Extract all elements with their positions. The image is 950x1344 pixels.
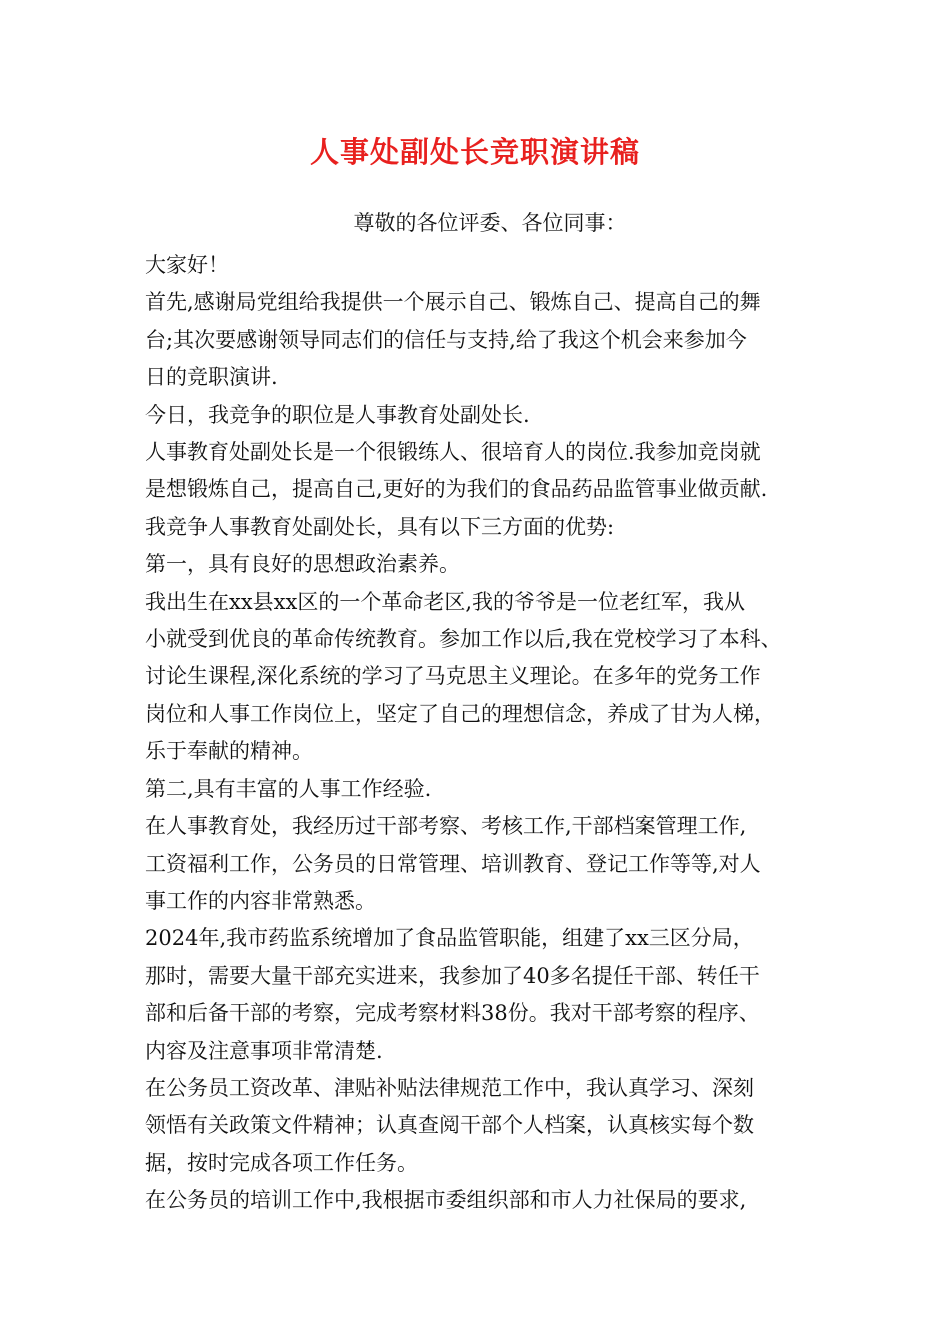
paragraph — [145, 247, 805, 284]
paragraph — [145, 584, 805, 771]
text-line: 台;其次要感谢领导同志们的信任与支持,给了我这个机会来参加今 — [145, 327, 747, 352]
salutation: 尊敬的各位评委、各位同事： — [353, 211, 627, 235]
document-body — [145, 200, 805, 1220]
paragraph — [145, 1070, 805, 1182]
text-line: 在公务员的培训工作中,我根据市委组织部和市人力社保局的要求, — [145, 1188, 747, 1213]
text-line: 事工作的内容非常熟悉。 — [145, 888, 376, 913]
text-line: 领悟有关政策文件精神；认真查阅干部个人档案，认真核实每个数 — [145, 1113, 754, 1138]
paragraph — [145, 434, 805, 509]
paragraph — [145, 771, 805, 808]
paragraph — [145, 397, 805, 434]
paragraph — [145, 284, 805, 396]
text-line: 据，按时完成各项工作任务。 — [145, 1150, 418, 1175]
text-line: 在人事教育处，我经历过干部考察、考核工作,干部档案管理工作, — [145, 814, 747, 839]
paragraph — [145, 920, 805, 1070]
document-title: 人事处副处长竞职演讲稿 — [309, 135, 640, 169]
text-line: 乐于奉献的精神。 — [145, 739, 313, 764]
text-line: 在公务员工资改革、津贴补贴法律规范工作中，我认真学习、深刻 — [145, 1075, 754, 1100]
text-line: 今日，我竞争的职位是人事教育处副处长. — [145, 402, 530, 427]
paragraph — [145, 1182, 805, 1219]
text-line: 工资福利工作，公务员的日常管理、培训教育、登记工作等等,对人 — [145, 851, 761, 876]
paragraph — [145, 808, 805, 920]
text-line: 部和后备干部的考察，完成考察材料38份。我对干部考察的程序、 — [145, 1001, 760, 1026]
text-line: 第二,具有丰富的人事工作经验. — [145, 776, 432, 801]
text-line: 日的竞职演讲. — [145, 365, 278, 390]
paragraph-list — [145, 247, 805, 1220]
text-line: 岗位和人事工作岗位上，坚定了自己的理想信念，养成了甘为人梯， — [145, 701, 775, 726]
text-line: 那时，需要大量干部充实进来，我参加了40多名提任干部、转任干 — [145, 963, 760, 988]
text-line: 讨论生课程,深化系统的学习了马克思主义理论。在多年的党务工作 — [145, 664, 761, 689]
text-line: 大家好！ — [145, 253, 229, 277]
text-line: 第一，具有良好的思想政治素养。 — [145, 552, 460, 577]
text-line: 首先,感谢局党组给我提供一个展示自己、锻炼自己、提高自己的舞 — [145, 290, 761, 315]
text-line: 内容及注意事项非常清楚. — [145, 1038, 383, 1063]
text-line: 我竞争人事教育处副处长，具有以下三方面的优势: — [145, 514, 615, 539]
text-line: 我出生在xx县xx区的一个革命老区,我的爷爷是一位老红军，我从 — [145, 589, 746, 614]
text-line: 小就受到优良的革命传统教育。参加工作以后,我在党校学习了本科、 — [145, 627, 782, 652]
paragraph — [145, 546, 805, 583]
text-line: 2024年,我市药监系统增加了食品监管职能，组建了xx三区分局， — [145, 926, 754, 951]
text-line: 是想锻炼自己，提高自己,更好的为我们的食品药品监管事业做贡献. — [145, 477, 768, 502]
paragraph — [145, 509, 805, 546]
text-line: 人事教育处副处长是一个很锻练人、很培育人的岗位.我参加竞岗就 — [145, 440, 761, 465]
